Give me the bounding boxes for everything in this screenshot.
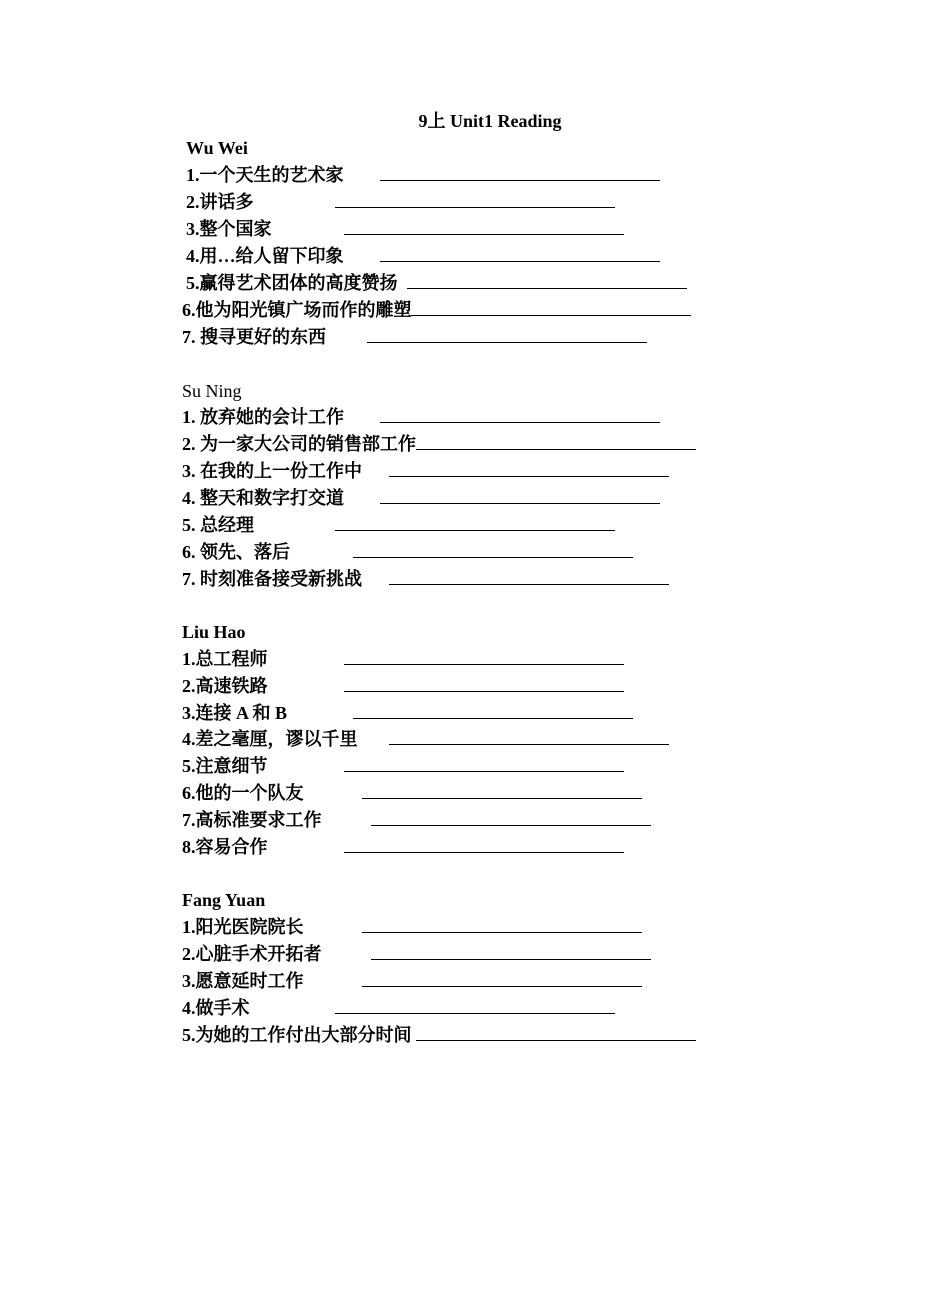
list-item: 5.注意细节: [182, 756, 268, 776]
list-item: 5.为她的工作付出大部分时间: [182, 1025, 412, 1045]
answer-blank[interactable]: [407, 288, 687, 289]
list-item: 1.总工程师: [182, 649, 268, 669]
list-item: 5.赢得艺术团体的高度赞扬: [186, 273, 398, 293]
answer-blank[interactable]: [344, 691, 624, 692]
list-item: 2.心脏手术开拓者: [182, 944, 322, 964]
list-item: 4.差之毫厘，谬以千里: [182, 729, 358, 749]
section-heading-liu-hao: Liu Hao: [182, 622, 246, 642]
list-item: 3.整个国家: [186, 219, 272, 239]
list-item: 3.愿意延时工作: [182, 971, 304, 991]
list-item: 7. 时刻准备接受新挑战: [182, 569, 362, 589]
list-item: 3.连接 A 和 B: [182, 703, 288, 723]
answer-blank[interactable]: [353, 557, 633, 558]
answer-blank[interactable]: [344, 852, 624, 853]
section-heading-fang-yuan: Fang Yuan: [182, 890, 266, 910]
answer-blank[interactable]: [353, 718, 633, 719]
answer-blank[interactable]: [362, 986, 642, 987]
answer-blank[interactable]: [362, 932, 642, 933]
answer-blank[interactable]: [416, 1040, 696, 1041]
list-item: 2. 为一家大公司的销售部工作: [182, 434, 416, 454]
answer-blank[interactable]: [371, 825, 651, 826]
section-heading-wu-wei: Wu Wei: [186, 138, 248, 158]
answer-blank[interactable]: [416, 449, 696, 450]
answer-blank[interactable]: [335, 207, 615, 208]
answer-blank[interactable]: [411, 315, 691, 316]
list-item: 6. 领先、落后: [182, 542, 290, 562]
answer-blank[interactable]: [362, 798, 642, 799]
list-item: 1.一个天生的艺术家: [186, 165, 344, 185]
list-item: 3. 在我的上一份工作中: [182, 461, 362, 481]
answer-blank[interactable]: [344, 664, 624, 665]
list-item: 8.容易合作: [182, 837, 268, 857]
answer-blank[interactable]: [380, 180, 660, 181]
list-item: 1. 放弃她的会计工作: [182, 407, 344, 427]
list-item: 7.高标准要求工作: [182, 810, 322, 830]
answer-blank[interactable]: [380, 503, 660, 504]
answer-blank[interactable]: [380, 422, 660, 423]
list-item: 2.讲话多: [186, 192, 254, 212]
list-item: 7. 搜寻更好的东西: [182, 327, 326, 347]
answer-blank[interactable]: [367, 342, 647, 343]
list-item: 4.用…给人留下印象: [186, 246, 344, 266]
list-item: 4.做手术: [182, 998, 250, 1018]
answer-blank[interactable]: [389, 744, 669, 745]
list-item: 6.他的一个队友: [182, 783, 304, 803]
section-heading-su-ning: Su Ning: [182, 381, 242, 401]
list-item: 2.高速铁路: [182, 676, 268, 696]
answer-blank[interactable]: [389, 476, 669, 477]
list-item: 4. 整天和数字打交道: [182, 488, 344, 508]
answer-blank[interactable]: [335, 1013, 615, 1014]
list-item: 5. 总经理: [182, 515, 254, 535]
list-item: 6.他为阳光镇广场而作的雕塑: [182, 300, 412, 320]
answer-blank[interactable]: [389, 584, 669, 585]
answer-blank[interactable]: [335, 530, 615, 531]
answer-blank[interactable]: [344, 771, 624, 772]
answer-blank[interactable]: [380, 261, 660, 262]
list-item: 1.阳光医院院长: [182, 917, 304, 937]
answer-blank[interactable]: [344, 234, 624, 235]
answer-blank[interactable]: [371, 959, 651, 960]
page-title: 9上 Unit1 Reading: [418, 111, 562, 131]
